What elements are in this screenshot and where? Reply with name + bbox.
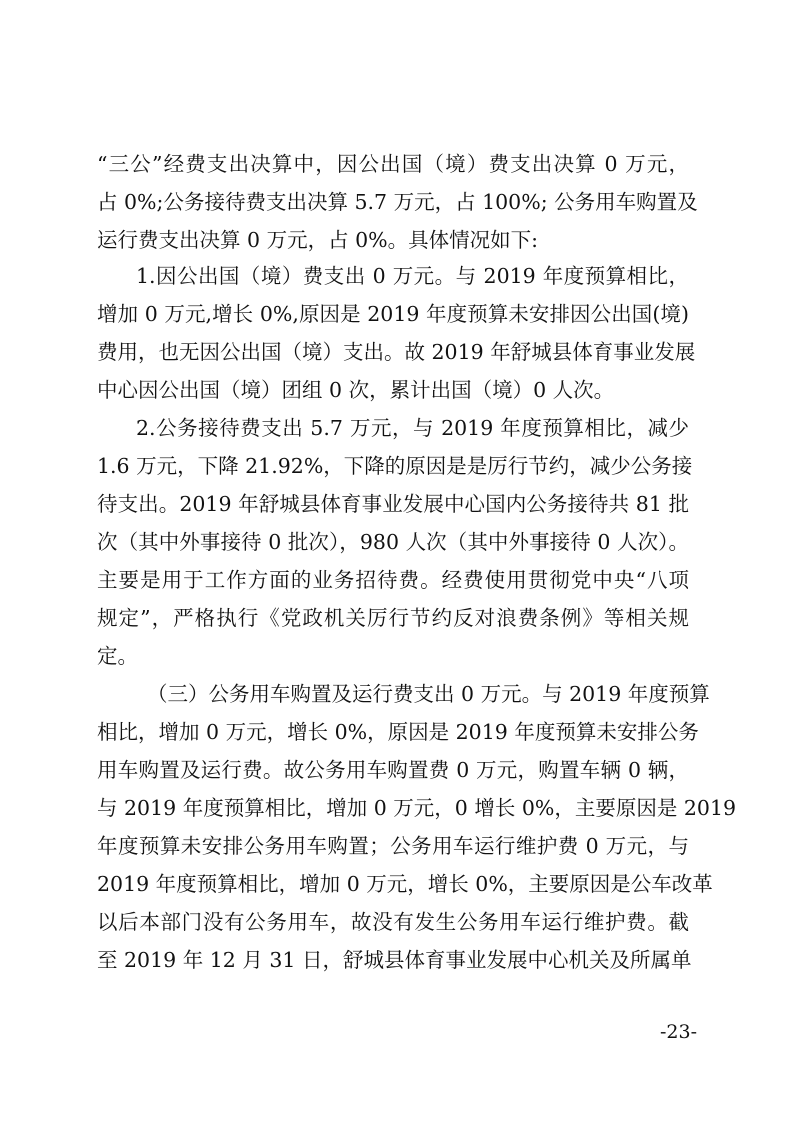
text-line: 运行费支出决算 0 万元，占 0%。具体情况如下: [97,228,539,252]
text-line: 年度预算未安排公务用车购置；公务用车运行维护费 0 万元，与 [97,834,689,858]
text-line: （三）公务用车购置及运行费支出 0 万元。与 2019 年度预算 [147,682,710,706]
text-line: 待支出。2019 年舒城县体育事业发展中心国内公务接待共 81 批 [97,492,689,516]
text-line: 增加 0 万元,增长 0%,原因是 2019 年度预算未安排因公出国(境) [97,302,689,326]
text-line: 与 2019 年度预算相比，增加 0 万元，0 增长 0%，主要原因是 2019 [97,796,737,820]
text-line: 占 0%;公务接待费支出决算 5.7 万元，占 100%; 公务用车购置及 [97,190,698,214]
text-line: 费用，也无因公出国（境）支出。故 2019 年舒城县体育事业发展 [97,340,696,364]
text-line: 至 2019 年 12 月 31 日，舒城县体育事业发展中心机关及所属单 [97,948,692,972]
text-line: 定。 [97,644,138,668]
text-line: 用车购置及运行费。故公务用车购置费 0 万元，购置车辆 0 辆， [97,758,689,782]
text-line: 相比，增加 0 万元，增长 0%，原因是 2019 年度预算未安排公务 [97,720,699,744]
text-line: 主要是用于工作方面的业务招待费。经费使用贯彻党中央“八项 [97,568,689,592]
text-line: 2019 年度预算相比，增加 0 万元，增长 0%，主要原因是公车改革 [97,872,713,896]
text-line: “三公”经费支出决算中，因公出国（境）费支出决算 0 万元， [97,152,689,176]
text-line: 1.6 万元，下降 21.92%，下降的原因是是厉行节约，减少公务接 [97,454,693,478]
text-line: 1.因公出国（境）费支出 0 万元。与 2019 年度预算相比， [136,264,689,288]
text-line: 规定”，严格执行《党政机关厉行节约反对浪费条例》等相关规 [97,606,689,630]
text-line: 中心因公出国（境）团组 0 次，累计出国（境）0 人次。 [97,378,615,402]
page-number: -23- [659,1021,697,1043]
text-line: 次（其中外事接待 0 批次），980 人次（其中外事接待 0 人次）。 [97,530,689,554]
text-line: 以后本部门没有公务用车，故没有发生公务用车运行维护费。截 [97,910,689,934]
text-line: 2.公务接待费支出 5.7 万元，与 2019 年度预算相比，减少 [136,416,689,440]
